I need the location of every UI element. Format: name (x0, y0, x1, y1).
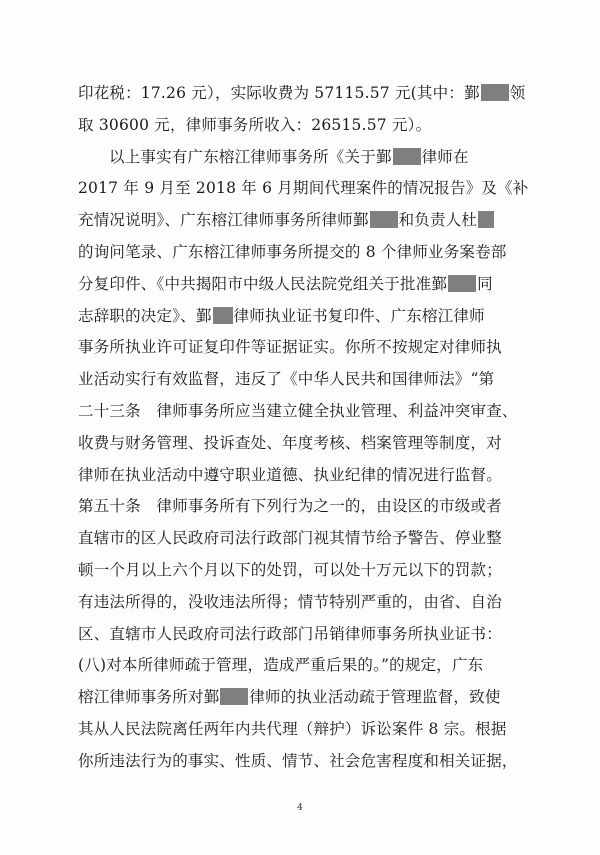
text-line: 顿一个月以上六个月以下的处罚，可以处十万元以下的罚款； (78, 560, 502, 579)
text-line: 印花税：17.26 元），实际收费为 57115.57 元(其中：鄞 领 (78, 84, 526, 102)
text-line: 收费与财务管理、投诉查处、年度考核、档案管理等制度，对 (78, 433, 502, 452)
text-line: 事务所执业许可证复印件等证据证实。你所不按规定对律师执 (78, 338, 502, 357)
text-line: 第五十条 律师事务所有下列行为之一的，由设区的市级或者 (78, 497, 502, 516)
text-line: 其从人民法院离任两年内共代理（辩护）诉讼案件 8 宗。根据 (78, 719, 507, 738)
redaction-block (481, 84, 509, 101)
text-line: 有违法所得的，没收违法所得；情节特别严重的，由省、自治 (78, 592, 502, 611)
text-line: 的询问笔录、广东榕江律师事务所提交的 8 个律师业务案卷部 (78, 242, 507, 261)
text-line: 充情况说明》、广东榕江律师事务所律师鄞 和负责人杜 (78, 205, 518, 237)
text-line: 律师在执业活动中遵守职业道德、执业纪律的情况进行监督。 (78, 465, 502, 484)
redaction-block (213, 307, 233, 324)
redaction-block (393, 148, 421, 165)
text-line: 2017 年 9 月至 2018 年 6 月期间代理案件的情况报告》及《补 (78, 179, 529, 198)
text-line: (八)对本所律师疏于管理，造成严重后果的。”的规定，广东 (78, 656, 484, 675)
redaction-block (478, 211, 494, 228)
text-line: 直辖市的区人民政府司法行政部门视其情节给予警告、停业整 (78, 529, 502, 548)
redaction-block (448, 275, 476, 292)
redaction-block (370, 211, 398, 228)
text-line: 分复印件、《中共揭阳市中级人民法院党组关于批准鄞 同 (78, 274, 493, 293)
text-line: 区、直辖市人民政府司法行政部门吊销律师事务所执业证书： (78, 624, 502, 643)
text-line: 榕江律师事务所对鄞 律师的执业活动疏于管理监督，致使 (78, 688, 501, 707)
page-number: 4 (297, 803, 303, 813)
text-line: 业活动实行有效监督，违反了《中华人民共和国律师法》“第 (78, 370, 495, 389)
text-line: 志辞职的决定》、鄞 律师执业证书复印件、广东榕江律师 (78, 306, 485, 325)
text-line: 二十三条 律师事务所应当建立健全执业管理、利益冲突审查、 (78, 401, 518, 420)
text-line: 你所违法行为的事实、性质、情节、社会危害程度和相关证据， (78, 751, 518, 770)
text-line: 取 30600 元，律师事务所收入：26515.57 元）。 (78, 115, 432, 134)
redaction-block (220, 688, 248, 705)
paragraph-start-line: 以上事实有广东榕江律师事务所《关于鄞 律师在 (109, 147, 469, 166)
body-text (78, 78, 529, 778)
